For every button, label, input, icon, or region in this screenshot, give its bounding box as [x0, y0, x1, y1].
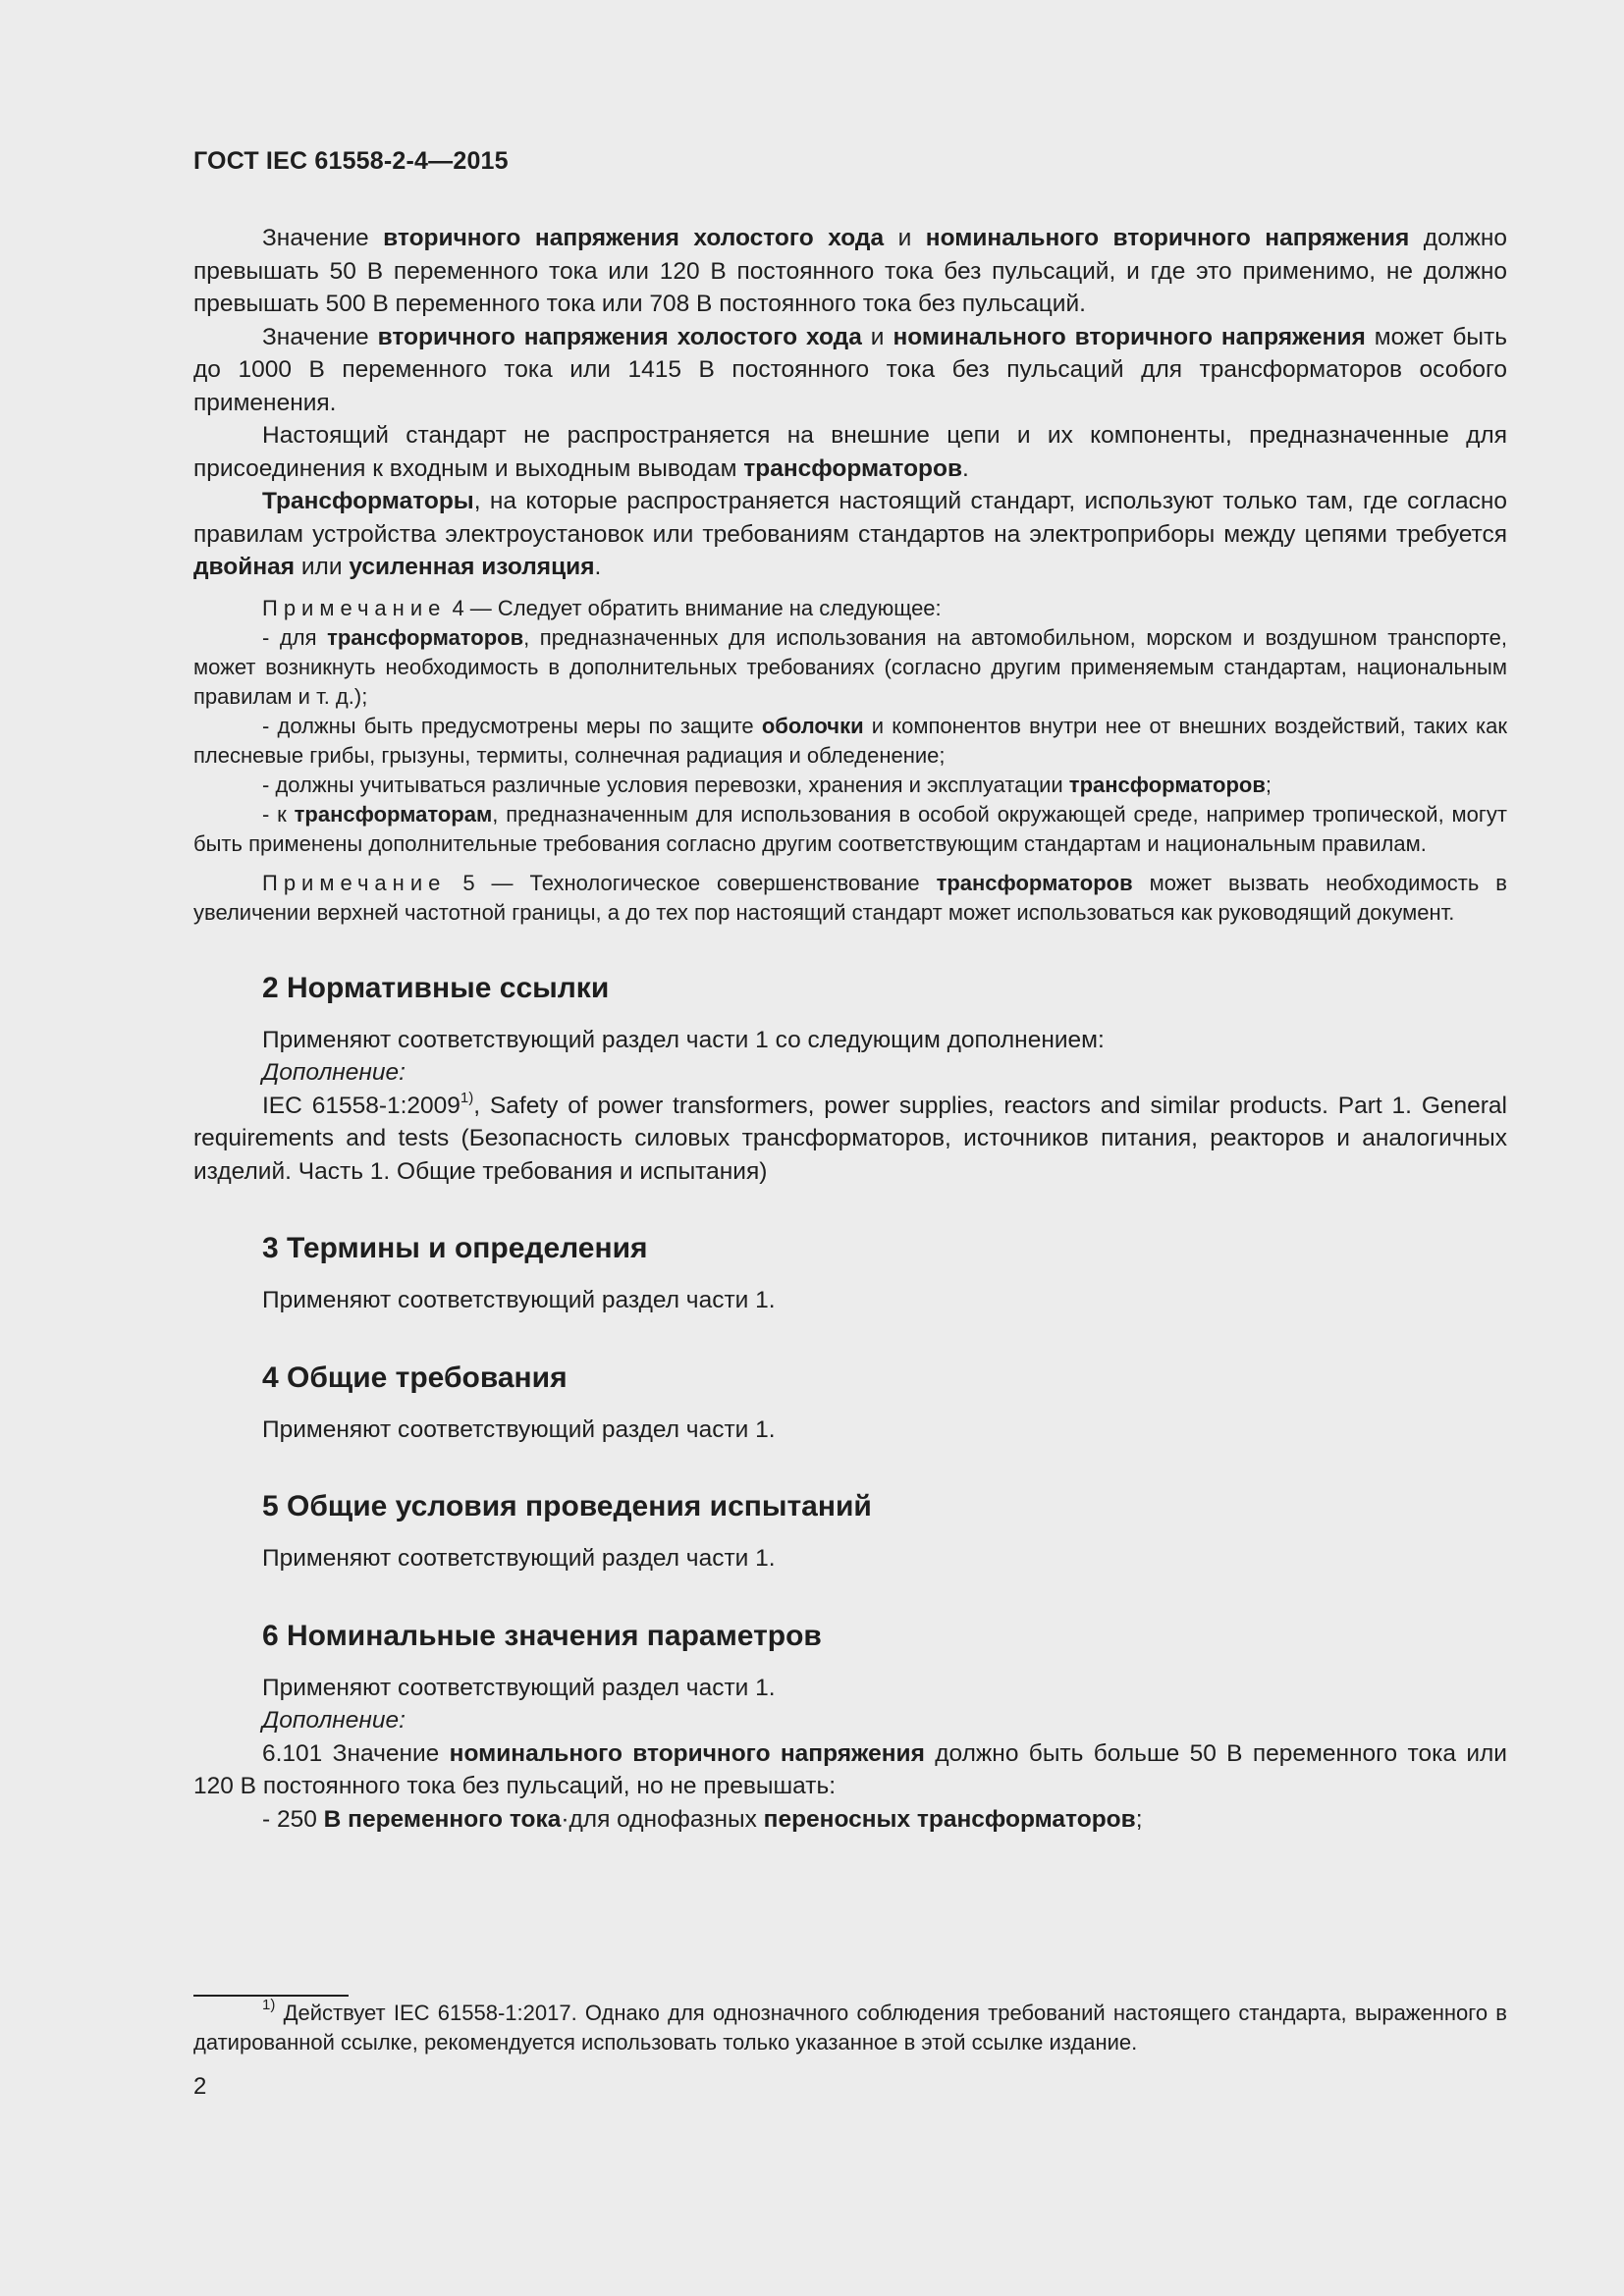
- intro-paragraph-1: Значение вторичного напряжения холостого хода и номинального вторичного напряжения должно превышать 50 В переменного тока или 120 В постоянного тока без пульсаций, и где это применимо, не должно превышать 500 В переменного тока или 708 В постоянного тока без пульсаций.: [193, 225, 1507, 317]
- section-3-paragraph: Применяют соответствующий раздел части 1.: [262, 1287, 776, 1313]
- section-2-paragraph: Применяют соответствующий раздел части 1 со следующим дополнением:: [262, 1026, 1105, 1053]
- footnote-number: 1): [262, 1997, 276, 2013]
- section-6-addition-label: Дополнение:: [262, 1707, 406, 1734]
- section-6-paragraph: Применяют соответствующий раздел части 1.: [262, 1674, 776, 1701]
- note-4-bullet-3: - должны учитываться различные условия перевозки, хранения и эксплуатации трансформаторов;: [262, 772, 1272, 797]
- intro-paragraph-4: Трансформаторы, на которые распространяется настоящий стандарт, используют только там, где согласно правилам устройства электроустановок или требованиям стандартов на электроприборы между цепями требуется двойная или усиленная изоляция.: [193, 488, 1507, 580]
- section-2-heading: 2 Нормативные ссылки: [262, 971, 610, 1004]
- document-body: [193, 222, 1507, 1836]
- intro-paragraph-3: Настоящий стандарт не распространяется на внешние цепи и их компоненты, предназначенные для присоединения к входным и выходным выводам трансформаторов.: [193, 422, 1507, 482]
- section-4-heading: 4 Общие требования: [262, 1361, 568, 1394]
- note-4-bullet-4: - к трансформаторам, предназначенным для использования в особой окружающей среде, например тропической, могут быть применены дополнительные требования согласно другим соответствующим стандартам и национальным правилам.: [193, 801, 1507, 856]
- section-4-paragraph: Применяют соответствующий раздел части 1.: [262, 1415, 776, 1443]
- note-4-bullet-2: - должны быть предусмотрены меры по защите оболочки и компонентов внутри нее от внешних воздействий, таких как плесневые грибы, грызуны, термиты, солнечная радиация и обледенение;: [193, 713, 1507, 768]
- section-3-heading: 3 Термины и определения: [262, 1232, 648, 1264]
- section-6-heading: 6 Номинальные значения параметров: [262, 1619, 822, 1652]
- section-5-paragraph: Применяют соответствующий раздел части 1.: [262, 1545, 776, 1572]
- note-4-intro: Примечание 4 — Следует обратить внимание на следующее:: [262, 595, 942, 620]
- footnote: $^{1)}$ Действует IEC 61558-1:2017. Однако для однозначного соблюдения требований настоящего стандарта, выраженного в датированной ссылке, рекомендуется использовать только указанное в этой ссылке издание.: [193, 1997, 1507, 2055]
- section-5-heading: 5 Общие условия проведения испытаний: [262, 1490, 872, 1522]
- intro-paragraph-2: Значение вторичного напряжения холостого хода и номинального вторичного напряжения может быть до 1000 В переменного тока или 1415 В постоянного тока без пульсаций для трансформаторов особого применения.: [193, 323, 1507, 416]
- section-2-addition-label: Дополнение:: [262, 1059, 406, 1086]
- clause-6-101-bullet-1: - 250 В переменного тока·для однофазных переносных трансформаторов;: [262, 1805, 1143, 1833]
- standard-header: ГОСТ IEC 61558-2-4—2015: [193, 147, 509, 175]
- page-number: 2: [193, 2073, 207, 2100]
- clause-6-101: 6.101 Значение номинального вторичного напряжения должно быть больше 50 В переменного тока или 120 В постоянного тока без пульсаций, но не превышать:: [193, 1739, 1507, 1799]
- section-2-reference: IEC 61558-1:2009$^{1)}$, Safety of power transformers, power supplies, reactors and similar products. Part 1. General requirements and tests (Безопасность силовых трансформаторов, источников питания, реакторов и аналогичных изделий. Часть 1. Общие требования и испытания): [193, 1089, 1507, 1185]
- footnote-marker: 1): [460, 1089, 474, 1106]
- note-4-bullet-1: - для трансформаторов, предназначенных для использования на автомобильном, морском и воздушном транспорте, может возникнуть необходимость в дополнительных требованиях (согласно другим применяемым стандартам, национальным правилам и т. д.);: [193, 624, 1507, 709]
- note-5: Примечание 5 — Технологическое совершенствование трансформаторов может вызвать необходимость в увеличении верхней частотной границы, а до тех пор настоящий стандарт может использоваться как руководящий документ.: [193, 870, 1507, 925]
